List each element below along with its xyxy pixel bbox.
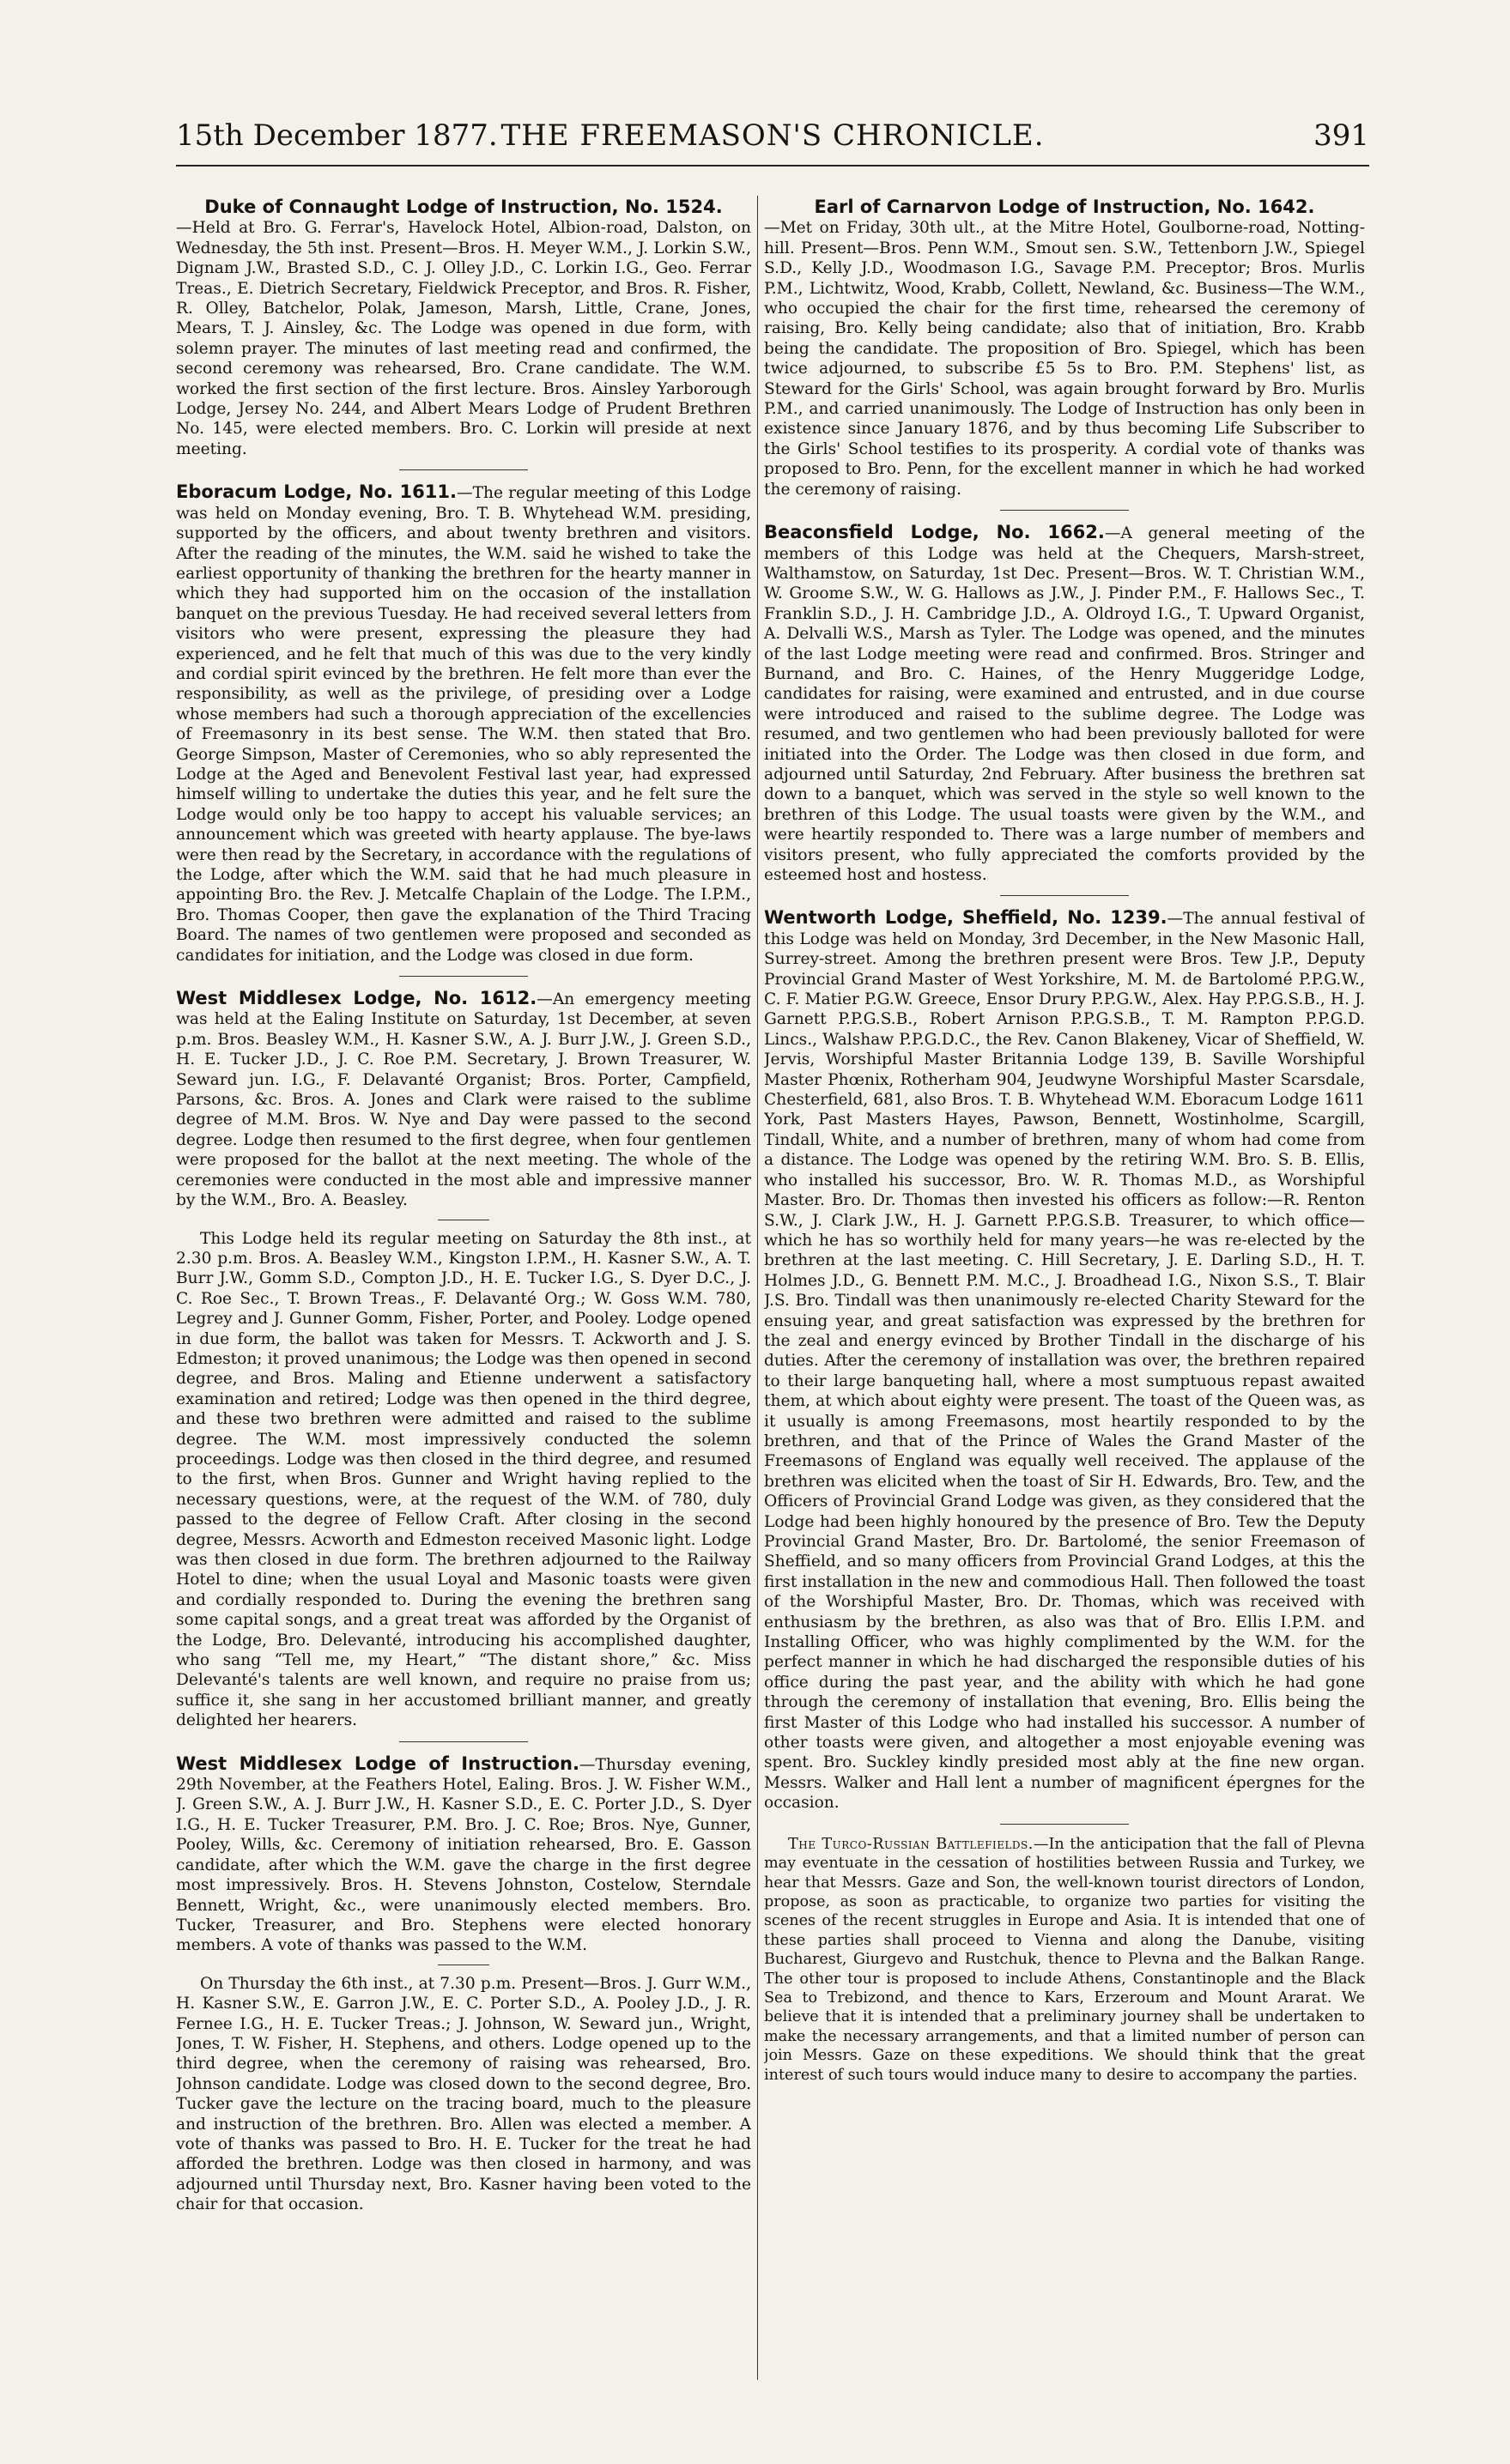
article-lead: The Turco-Russian Battlefields.	[788, 1835, 1034, 1853]
article-body: —Thursday evening, 29th November, at the Feathers Hotel, Ealing. Bros. J. W. Fisher W.M., J. Green S.W., A. J. Burr J.W., H. Kasner S.D., E. C. Porter J.D., S. Dyer I.G., H. E. Tucker Treasurer, P.M. Bro. J. C. Roe; Bros. Nye, Gunner, Pooley, Wills, &c. Ceremony of initiation rehearsed, Bro. E. Gasson candidate, after which the W.M. gave the charge in the first degree most impressively. Bros. H. Stevens Johnston, Costelow, Sterndale Bennett, Wright, &c., were unanimously elected members. Bro. Tucker, Treasurer, and Bro. Stephens were elected honorary members. A vote of thanks was passed to the W.M.	[176, 1755, 751, 1955]
article-carnarvon	[764, 196, 1365, 499]
column-divider	[757, 196, 758, 2380]
article-body: —The annual festival of this Lodge was held on Monday, 3rd December, in the New Masonic Hall, Surrey-street. Among the brethren present were Bros. Tew J.P., Deputy Provincial Grand Master of West Yorkshire, M. M. de Bartolomé P.P.G.W., C. F. Matier P.G.W. Greece, Ensor Drury P.P.G.W., Alex. Hay P.P.G.S.B., H. J. Garnett P.P.G.S.B., Robert Arnison P.P.G.S.B., T. M. Rampton P.P.G.D. Lincs., Walshaw P.P.G.D.C., the Rev. Canon Blakeney, Vicar of Sheffield, W. Jervis, Worshipful Master Britannia Lodge 139, B. Saville Worshipful Master Phœnix, Rotherham 904, Jeudwyne Worshipful Master Scarsdale, Chesterfield, 681, also Bros. T. B. Whytehead W.M. Eboracum Lodge 1611 York, Past Masters Hayes, Pawson, Bennett, Wostinholme, Scargill, Tindall, White, and a number of brethren, many of whom had come from a distance. The Lodge was opened by the retiring W.M. Bro. S. B. Ellis, who installed his successor, Bro. W. R. Thomas M.D., as Worshipful Master. Bro. Dr. Thomas then invested his officers as follow:—R. Renton S.W., J. Clark J.W., H. J. Garnett P.P.G.S.B. Treasurer, to which office—which he has so worthily held for many years—he was re-elected by the brethren at the last meeting. C. Hill Secretary, J. E. Darling S.D., H. T. Holmes J.D., G. Bennett P.M. M.C., J. Broadhead I.G., Nixon S.S., T. Blair J.S. Bro. Tindall was then unanimously re-elected Charity Steward for the ensuing year, and great satisfaction was expressed by the brethren for the zeal and energy evinced by Brother Tindall in the discharge of his duties. After the ceremony of installation was over, the brethren repaired to their large banqueting hall, where a most sumptuous repast awaited them, at which about eighty were present. The toast of the Queen was, as it usually is among Freemasons, most heartily responded to by the brethren, and that of the Prince of Wales the Grand Master of the Freemasons of England was equally well received. The applause of the brethren was elicited when the toast of Sir H. Edwards, Bro. Tew, and the Officers of Provincial Grand Lodge was given, as they considered that the Lodge had been highly honoured by the presence of Bro. Tew the Deputy Provincial Grand Master, Bro. Dr. Bartolomé, the senior Freemason of Sheffield, and so many officers from Provincial Grand Lodges, at this the first installation in the new and commodious Hall. Then followed the toast of the Worshipful Master, Bro. Dr. Thomas, which was received with enthusiasm by the brethren, as also was that of Bro. Ellis I.P.M. and Installing Officer, who was highly complimented by the W.M. for the perfect manner in which he had discharged the responsible duties of his office during the past year, and the ability with which he had gone through the ceremony of installation that evening, Bro. Ellis being the first Master of this Lodge who had installed his successor. A number of other toasts were given, and altogether a most enjoyable evening was spent. Bro. Suckley kindly presided most ably at the fine new organ. Messrs. Walker and Hall lent a number of magnificent épergnes for the occasion.	[764, 910, 1365, 1813]
article-west-middlesex	[176, 987, 751, 1731]
section-rule	[399, 976, 528, 977]
section-rule	[399, 469, 528, 470]
section-rule	[1000, 510, 1129, 511]
article-title: Earl of Carnarvon Lodge of Instruction, No. 1642.	[814, 197, 1315, 217]
article-body: —Held at Bro. G. Ferrar's, Havelock Hotel, Albion-road, Dalston, on Wednesday, the 5th inst. Present—Bros. H. Meyer W.M., J. Lorkin S.W., Dignam J.W., Brasted S.D., C. J. Olley J.D., C. Lorkin I.G., Geo. Ferrar Treas., E. Dietrich Secretary, Fieldwick Preceptor, and Bros. R. Fisher, R. Olley, Batchelor, Polak, Jameson, Marsh, Little, Crane, Jones, Mears, T. J. Ainsley, &c. The Lodge was opened in due form, with solemn prayer. The minutes of last meeting read and confirmed, the second ceremony was rehearsed, Bro. Crane candidate. The W.M. worked the first section of the first lecture. Bros. Ainsley Yarborough Lodge, Jersey No. 244, and Albert Mears Lodge of Prudent Brethren No. 145, were elected members. Bro. C. Lorkin will preside at next meeting.	[176, 219, 751, 458]
article-wentworth	[764, 906, 1365, 1813]
article-title: Eboracum Lodge, No. 1611.	[176, 481, 457, 503]
article-title: Wentworth Lodge, Sheffield, No. 1239.	[764, 907, 1167, 929]
article-connaught	[176, 196, 751, 459]
right-column	[764, 196, 1365, 2406]
article-title: Duke of Connaught Lodge of Instruction, No. 1524.	[204, 197, 723, 217]
page-number: 391	[1313, 118, 1369, 153]
article-body: —A general meeting of the members of this Lodge was held at the Chequers, Marsh-street, Walthamstow, on Saturday, 1st Dec. Present—Bros. W. T. Christian W.M., W. Groome S.W., W. G. Hallows as J.W., J. Pinder P.M., F. Hallows Sec., T. Franklin S.D., J. H. Cambridge J.D., A. Oldroyd I.G., T. Upward Organist, A. Delvalli W.S., Marsh as Tyler. The Lodge was opened, and the minutes of the last Lodge meeting were read and confirmed. Bros. Stringer and Burnand, and Bro. C. Haines, of the Henry Muggeridge Lodge, candidates for raising, were examined and entrusted, and in due course were introduced and raised to the sublime degree. The Lodge was resumed, and two gentlemen who had been previously balloted for were initiated into the Order. The Lodge was then closed in due form, and adjourned until Saturday, 2nd February. After business the brethren sat down to a banquet, which was served in the style so well known to the brethren of this Lodge. The usual toasts were given by the W.M., and were heartily responded to. There was a large number of members and visitors present, who fully appreciated the comforts provided by the esteemed host and hostess.	[764, 524, 1365, 884]
article-eboracum	[176, 481, 751, 966]
article-turco-russian	[764, 1835, 1365, 2085]
left-column	[176, 196, 751, 2406]
page-header	[176, 118, 1369, 160]
article-title: West Middlesex Lodge of Instruction.	[176, 1753, 579, 1774]
article-body: —In the anticipation that the fall of Plevna may eventuate in the cessation of hostilities between Russia and Turkey, we hear that Messrs. Gaze and Son, the well-known tourist directors of London, propose, as soon as practicable, to organize two parties for visiting the scenes of the recent struggles in Europe and Asia. It is intended that one of these parties shall proceed to Vienna and along the Danube, visiting Bucharest, Giurgevo and Rustchuk, thence to Plevna and the Balkan Range. The other tour is proposed to include Athens, Constantinople and the Black Sea to Trebizond, and thence to Kars, Erzeroum and Mount Ararat. We believe that it is intended that a preliminary journey shall be undertaken to make the necessary arrangements, and that a limited number of person can join Messrs. Gaze on these expeditions. We should think that the great interest of such tours would induce many to desire to accompany the parties.	[764, 1835, 1365, 2084]
article-body: —The regular meeting of this Lodge was held on Monday evening, Bro. T. B. Whytehead W.M. presiding, supported by the officers, and about twenty brethren and visitors. After the reading of the minutes, the W.M. said he wished to take the earliest opportunity of thanking the brethren for the hearty manner in which they had supported him on the occasion of the installation banquet on the previous Tuesday. He had received several letters from visitors who were present, expressing the pleasure they had experienced, and he felt that much of this was due to the very kindly and cordial spirit evinced by the brethren. He felt more than ever the responsibility, as well as the privilege, of presiding over a Lodge whose members had such a thorough appreciation of the excellencies of Freemasonry in its best sense. The W.M. then stated that Bro. George Simpson, Master of Ceremonies, who so ably represented the Lodge at the Aged and Benevolent Festival last year, had expressed himself willing to undertake the duties this year, and he felt sure the Lodge would only be too happy to accept his valuable services; an announcement which was greeted with hearty applause. The bye-laws were then read by the Secretary, in accordance with the regulations of the Lodge, after which the W.M. said that he had much pleasure in appointing Bro. the Rev. J. Metcalfe Chaplain of the Lodge. The I.P.M., Bro. Thomas Cooper, then gave the explanation of the Third Tracing Board. The names of two gentlemen were proposed and seconded as candidates for initiation, and the Lodge was closed in due form.	[176, 484, 751, 965]
article-beaconsfield	[764, 521, 1365, 885]
article-body-continued: On Thursday the 6th inst., at 7.30 p.m. Present—Bros. J. Gurr W.M., H. Kasner S.W., E. Garron J.W., E. C. Porter S.D., A. Pooley J.D., J. R. Fernee I.G., H. E. Tucker Treas.; J. Johnson, W. Seward jun., Wright, Jones, T. W. Fisher, H. Stephens, and others. Lodge opened up to the third degree, when the ceremony of raising was rehearsed, Bro. Johnson candidate. Lodge was closed down to the second degree, Bro. Tucker gave the lecture on the tracing board, much to the pleasure and instruction of the brethren. Bro. Allen was elected a member. A vote of thanks was passed to Bro. H. E. Tucker for the treat he had afforded the brethren. Lodge was then closed in harmony, and was adjourned until Thursday next, Bro. Kasner having been voted to the chair for that occasion.	[176, 1974, 751, 2214]
header-rule	[176, 165, 1369, 166]
issue-date: 15th December 1877.	[176, 118, 498, 153]
article-body: —An emergency meeting was held at the Ealing Institute on Saturday, 1st December, at seven p.m. Bros. Beasley W.M., H. Kasner S.W., A. J. Burr J.W., J. Green S.D., H. E. Tucker J.D., J. C. Roe P.M. Secretary, J. Brown Treasurer, W. Seward jun. I.G., F. Delavanté Organist; Bros. Porter, Campfield, Parsons, &c. Bros. A. Jones and Clark were raised to the sublime degree of M.M. Bros. W. Nye and Day were passed to the second degree. Lodge then resumed to the first degree, when four gentlemen were proposed for the ballot at the next meeting. The whole of the ceremonies were conducted in the most able and impressive manner by the W.M., Bro. A. Beasley.	[176, 990, 751, 1210]
article-west-middlesex-instruction	[176, 1753, 751, 2215]
section-rule	[1000, 1824, 1129, 1825]
section-rule	[399, 1741, 528, 1742]
article-body-continued: This Lodge held its regular meeting on Saturday the 8th inst., at 2.30 p.m. Bros. A. Beasley W.M., Kingston I.P.M., H. Kasner S.W., A. T. Burr J.W., Gomm S.D., Compton J.D., H. E. Tucker I.G., S. Dyer D.C., J. C. Roe Sec., T. Brown Treas., F. Delavanté Org.; W. Goss W.M. 780, Legrey and J. Gunner Gomm, Fisher, Porter, and Pooley. Lodge opened in due form, the ballot was taken for Messrs. T. Ackworth and J. S. Edmeston; it proved unanimous; the Lodge was then opened in second degree, and Bros. Maling and Etienne underwent a satisfactory examination and retired; Lodge was then opened in the third degree, and these two brethren were admitted and raised to the sublime degree. The W.M. most impressively conducted the solemn proceedings. Lodge was then closed in the third degree, and resumed to the first, when Bros. Gunner and Wright having replied to the necessary questions, were, at the request of the W.M. of 780, duly passed to the degree of Fellow Craft. After closing in the second degree, Messrs. Acworth and Edmeston received Masonic light. Lodge was then closed in due form. The brethren adjourned to the Railway Hotel to dine; when the usual Loyal and Masonic toasts were given and cordially responded to. During the evening the brethren sang some capital songs, and a great treat was afforded by the Organist of the Lodge, Bro. Delevanté, introducing his accomplished daughter, who sang “Tell me, my Heart,” “The distant shore,” &c. Miss Delevanté's talents are well known, and require no praise from us; suffice it, she sang in her accustomed brilliant manner, and greatly delighted her hearers.	[176, 1229, 751, 1730]
publication-title: THE FREEMASON'S CHRONICLE.	[500, 118, 1045, 153]
article-body: —Met on Friday, 30th ult., at the Mitre Hotel, Goulborne-road, Notting-hill. Present—Bros. Penn W.M., Smout sen. S.W., Tettenborn J.W., Spiegel S.D., Kelly J.D., Woodmason I.G., Savage P.M. Preceptor; Bros. Murlis P.M., Lichtwitz, Wood, Krabb, Collett, Newland, &c. Business—The W.M., who occupied the chair for the first time, rehearsed the ceremony of raising, Bro. Kelly being candidate; also that of initiation, Bro. Krabb being the candidate. The proposition of Bro. Spiegel, which has been twice adjourned, to subscribe £5 5s to Bro. P.M. Stephens' list, as Steward for the Girls' School, was again brought forward by Bro. Murlis P.M., and carried unanimously. The Lodge of Instruction has only been in existence since January 1876, and by thus becoming Life Subscriber to the Girls' School testifies to its prosperity. A cordial vote of thanks was proposed to Bro. Penn, for the excellent manner in which he had worked the ceremony of raising.	[764, 219, 1365, 499]
section-rule	[1000, 895, 1129, 896]
article-title: West Middlesex Lodge, No. 1612.	[176, 988, 537, 1009]
article-title: Beaconsfield Lodge, No. 1662.	[764, 522, 1105, 543]
